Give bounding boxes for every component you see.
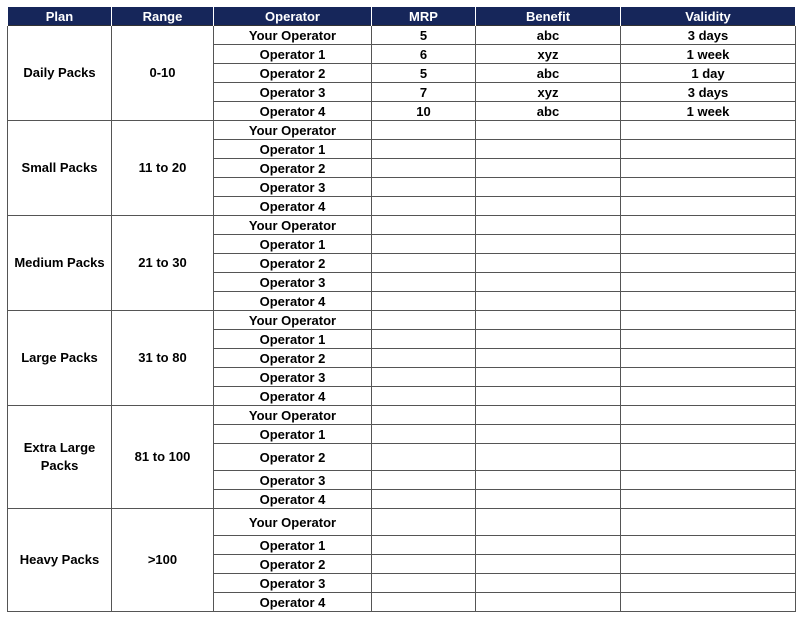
mrp-cell: 6 <box>372 45 476 64</box>
validity-cell: 1 day <box>621 64 796 83</box>
mrp-cell <box>372 216 476 235</box>
validity-cell <box>621 235 796 254</box>
mrp-cell <box>372 254 476 273</box>
benefit-cell <box>476 509 621 536</box>
plan-name-cell: Large Packs <box>8 311 112 406</box>
mrp-cell <box>372 292 476 311</box>
benefit-cell <box>476 490 621 509</box>
validity-cell <box>621 254 796 273</box>
validity-cell <box>621 490 796 509</box>
header-validity: Validity <box>621 7 796 26</box>
benefit-cell <box>476 197 621 216</box>
validity-cell <box>621 593 796 612</box>
operator-cell: Operator 4 <box>214 292 372 311</box>
validity-cell: 3 days <box>621 26 796 45</box>
mrp-cell <box>372 555 476 574</box>
plan-name-cell: Heavy Packs <box>8 509 112 612</box>
operator-cell: Operator 1 <box>214 140 372 159</box>
benefit-cell: xyz <box>476 83 621 102</box>
benefit-cell: xyz <box>476 45 621 64</box>
validity-cell <box>621 509 796 536</box>
benefit-cell <box>476 387 621 406</box>
validity-cell <box>621 292 796 311</box>
validity-cell <box>621 387 796 406</box>
mrp-cell <box>372 140 476 159</box>
mrp-cell <box>372 330 476 349</box>
benefit-cell <box>476 349 621 368</box>
validity-cell <box>621 555 796 574</box>
mrp-cell <box>372 235 476 254</box>
validity-cell <box>621 216 796 235</box>
validity-cell <box>621 178 796 197</box>
benefit-cell <box>476 368 621 387</box>
benefit-cell <box>476 140 621 159</box>
operator-cell: Operator 3 <box>214 471 372 490</box>
benefit-cell <box>476 406 621 425</box>
validity-cell <box>621 471 796 490</box>
mrp-cell <box>372 536 476 555</box>
plan-name-cell: Small Packs <box>8 121 112 216</box>
mrp-cell <box>372 490 476 509</box>
mrp-cell <box>372 311 476 330</box>
benefit-cell: abc <box>476 102 621 121</box>
operator-cell: Operator 3 <box>214 368 372 387</box>
benefit-cell <box>476 216 621 235</box>
operator-cell: Operator 3 <box>214 83 372 102</box>
range-cell: 81 to 100 <box>112 406 214 509</box>
mrp-cell: 5 <box>372 26 476 45</box>
validity-cell <box>621 330 796 349</box>
operator-cell: Operator 1 <box>214 536 372 555</box>
benefit-cell <box>476 121 621 140</box>
plan-name-cell: Medium Packs <box>8 216 112 311</box>
mrp-cell <box>372 387 476 406</box>
mrp-cell <box>372 509 476 536</box>
operator-cell: Operator 4 <box>214 102 372 121</box>
operator-cell: Operator 4 <box>214 490 372 509</box>
operator-cell: Operator 1 <box>214 330 372 349</box>
operator-cell: Operator 2 <box>214 555 372 574</box>
operator-cell: Operator 3 <box>214 574 372 593</box>
benefit-cell <box>476 330 621 349</box>
benefit-cell <box>476 311 621 330</box>
benefit-cell <box>476 574 621 593</box>
table-row <box>8 26 796 45</box>
table-row <box>8 216 796 235</box>
operator-cell: Operator 1 <box>214 45 372 64</box>
benefit-cell <box>476 273 621 292</box>
validity-cell: 1 week <box>621 45 796 64</box>
validity-cell <box>621 368 796 387</box>
operator-cell: Operator 4 <box>214 593 372 612</box>
validity-cell <box>621 444 796 471</box>
benefit-cell <box>476 555 621 574</box>
range-cell: >100 <box>112 509 214 612</box>
mrp-cell <box>372 574 476 593</box>
validity-cell <box>621 311 796 330</box>
mrp-cell <box>372 349 476 368</box>
mrp-cell: 7 <box>372 83 476 102</box>
table-body <box>8 26 796 612</box>
header-benefit: Benefit <box>476 7 621 26</box>
operator-cell: Operator 2 <box>214 349 372 368</box>
mrp-cell <box>372 406 476 425</box>
validity-cell <box>621 140 796 159</box>
mrp-cell <box>372 273 476 292</box>
operator-cell: Operator 2 <box>214 159 372 178</box>
validity-cell <box>621 349 796 368</box>
operator-cell: Operator 3 <box>214 273 372 292</box>
validity-cell <box>621 197 796 216</box>
mrp-cell <box>372 197 476 216</box>
operator-cell: Your Operator <box>214 26 372 45</box>
benefit-cell <box>476 471 621 490</box>
range-cell: 21 to 30 <box>112 216 214 311</box>
header-range: Range <box>112 7 214 26</box>
mrp-cell <box>372 425 476 444</box>
header-operator: Operator <box>214 7 372 26</box>
operator-cell: Your Operator <box>214 406 372 425</box>
validity-cell <box>621 159 796 178</box>
mrp-cell: 5 <box>372 64 476 83</box>
table-row <box>8 509 796 536</box>
operator-cell: Operator 2 <box>214 444 372 471</box>
range-cell: 0-10 <box>112 26 214 121</box>
operator-cell: Operator 3 <box>214 178 372 197</box>
benefit-cell <box>476 254 621 273</box>
operator-cell: Your Operator <box>214 311 372 330</box>
plan-name-cell: Extra Large Packs <box>8 406 112 509</box>
operator-cell: Your Operator <box>214 509 372 536</box>
operator-cell: Operator 1 <box>214 425 372 444</box>
benefit-cell: abc <box>476 26 621 45</box>
operator-cell: Your Operator <box>214 121 372 140</box>
range-cell: 31 to 80 <box>112 311 214 406</box>
mrp-cell <box>372 178 476 197</box>
operator-cell: Operator 2 <box>214 64 372 83</box>
benefit-cell <box>476 235 621 254</box>
header-plan: Plan <box>8 7 112 26</box>
benefit-cell <box>476 425 621 444</box>
mrp-cell <box>372 471 476 490</box>
mrp-cell <box>372 593 476 612</box>
header-row <box>8 7 796 26</box>
validity-cell <box>621 273 796 292</box>
range-cell: 11 to 20 <box>112 121 214 216</box>
mrp-cell <box>372 159 476 178</box>
table-row <box>8 311 796 330</box>
plan-name-cell: Daily Packs <box>8 26 112 121</box>
table-row <box>8 121 796 140</box>
operator-cell: Operator 4 <box>214 197 372 216</box>
benefit-cell <box>476 159 621 178</box>
validity-cell <box>621 574 796 593</box>
operator-cell: Operator 1 <box>214 235 372 254</box>
mrp-cell <box>372 121 476 140</box>
operator-cell: Operator 4 <box>214 387 372 406</box>
operator-cell: Your Operator <box>214 216 372 235</box>
header-mrp: MRP <box>372 7 476 26</box>
plan-comparison-table <box>7 7 796 612</box>
mrp-cell <box>372 368 476 387</box>
validity-cell: 1 week <box>621 102 796 121</box>
benefit-cell <box>476 593 621 612</box>
validity-cell <box>621 425 796 444</box>
benefit-cell <box>476 536 621 555</box>
operator-cell: Operator 2 <box>214 254 372 273</box>
validity-cell <box>621 536 796 555</box>
mrp-cell <box>372 444 476 471</box>
benefit-cell <box>476 292 621 311</box>
benefit-cell <box>476 444 621 471</box>
table-row <box>8 406 796 425</box>
mrp-cell: 10 <box>372 102 476 121</box>
benefit-cell <box>476 178 621 197</box>
validity-cell: 3 days <box>621 83 796 102</box>
benefit-cell: abc <box>476 64 621 83</box>
validity-cell <box>621 406 796 425</box>
validity-cell <box>621 121 796 140</box>
